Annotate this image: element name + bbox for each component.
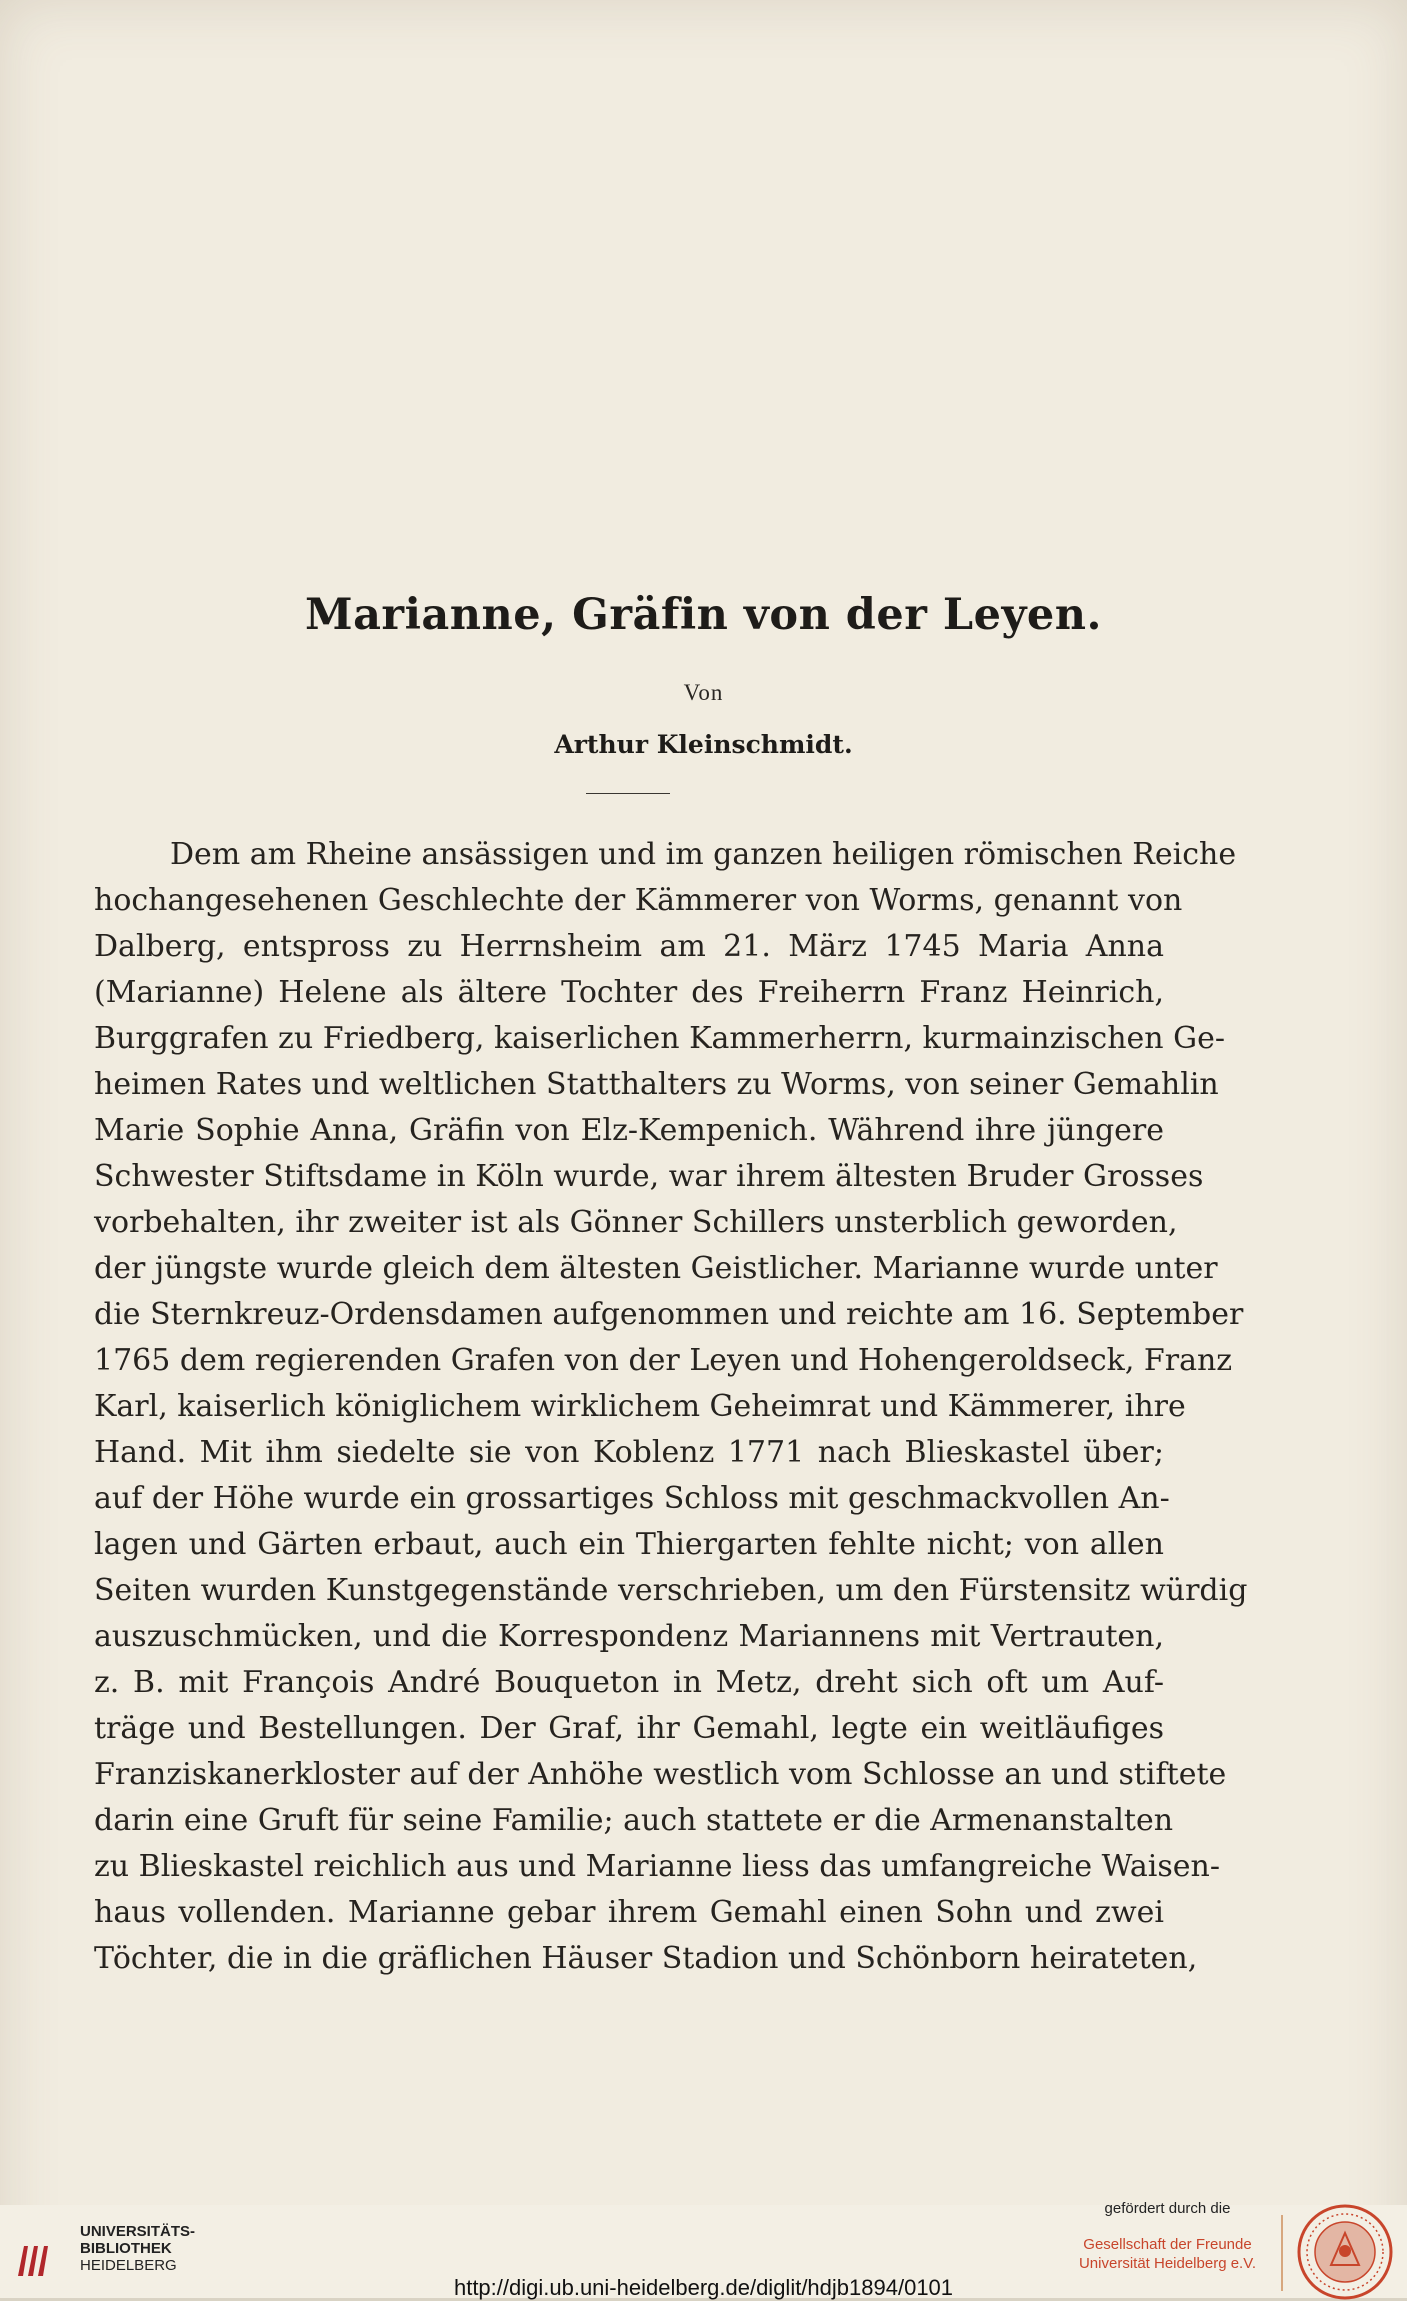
body-line: darin eine Gruft für seine Familie; auch stattete er die Armenanstalten [94, 1803, 1174, 1838]
body-line: Seiten wurden Kunstgegenstände verschrieben, um den Fürstensitz würdig [94, 1573, 1248, 1608]
title-divider [586, 793, 670, 794]
body-text [94, 832, 1248, 1982]
body-line: Burggrafen zu Friedberg, kaiserlichen Kammerherrn, kurmainzischen Ge- [94, 1021, 1225, 1056]
body-line: z. B. mit François André Bouqueton in Metz, dreht sich oft um Auf- [94, 1665, 1164, 1700]
article-author: Arthur Kleinschmidt. [554, 730, 853, 759]
byline-prefix: Von [683, 680, 724, 705]
body-line: heimen Rates und weltlichen Statthalters zu Worms, von seiner Gemahlin [94, 1067, 1219, 1102]
body-line: auszuschmücken, und die Korrespondenz Mariannens mit Vertrauten, [94, 1619, 1164, 1654]
body-line: Töchter, die in die gräflichen Häuser Stadion und Schönborn heirateten, [94, 1941, 1198, 1976]
body-line: hochangesehenen Geschlechte der Kämmerer von Worms, genannt von [94, 883, 1183, 918]
body-line: zu Blieskastel reichlich aus und Marianne liess das umfangreiche Waisen- [94, 1849, 1220, 1884]
body-line: (Marianne) Helene als ältere Tochter des Freiherrn Franz Heinrich, [94, 975, 1164, 1010]
university-library-logo-icon [14, 2240, 60, 2280]
article-title: Marianne, Gräfin von der Leyen. [304, 590, 1103, 640]
sponsor-line: Gesellschaft der Freunde [1083, 2236, 1252, 2253]
body-line: träge und Bestellungen. Der Graf, ihr Gemahl, legte ein weitläufiges [94, 1711, 1164, 1746]
body-line: Franziskanerkloster auf der Anhöhe westlich vom Schlosse an und stiftete [94, 1757, 1227, 1792]
body-line: Dem am Rheine ansässigen und im ganzen heiligen römischen Reiche [170, 837, 1237, 872]
university-seal-icon [1296, 2203, 1394, 2301]
body-line: Dalberg, entspross zu Herrnsheim am 21. März 1745 Maria Anna [94, 929, 1164, 964]
sponsor-line: Universität Heidelberg e.V. [1078, 2255, 1257, 2272]
university-library-name [80, 2223, 195, 2274]
body-line: lagen und Gärten erbaut, auch ein Thiergarten fehlte nicht; von allen [94, 1527, 1164, 1562]
library-line: UNIVERSITÄTS- [80, 2223, 196, 2240]
sponsor-block [1060, 2200, 1275, 2273]
library-line: BIBLIOTHEK [80, 2240, 172, 2257]
permalink-url[interactable]: http://digi.ub.uni-heidelberg.de/diglit/hdjb1894/0101 [453, 2275, 954, 2300]
body-line: auf der Höhe wurde ein grossartiges Schloss mit geschmackvollen An- [94, 1481, 1170, 1516]
library-line: HEIDELBERG [80, 2257, 177, 2274]
body-line: Hand. Mit ihm siedelte sie von Koblenz 1771 nach Blieskastel über; [94, 1435, 1164, 1470]
body-line: die Sternkreuz-Ordensdamen aufgenommen und reichte am 16. September [94, 1297, 1244, 1332]
body-line: haus vollenden. Marianne gebar ihrem Gemahl einen Sohn und zwei [94, 1895, 1164, 1930]
body-line: Marie Sophie Anna, Gräfin von Elz-Kempenich. Während ihre jüngere [94, 1113, 1164, 1148]
footer-divider [1281, 2215, 1283, 2291]
body-line: Karl, kaiserlich königlichem wirklichem Geheimrat und Kämmerer, ihre [94, 1389, 1186, 1424]
body-line: 1765 dem regierenden Grafen von der Leyen und Hohengeroldseck, Franz [94, 1343, 1233, 1378]
body-line: Schwester Stiftsdame in Köln wurde, war ihrem ältesten Bruder Grosses [94, 1159, 1204, 1194]
body-line: der jüngste wurde gleich dem ältesten Geistlicher. Marianne wurde unter [94, 1251, 1218, 1286]
body-line: vorbehalten, ihr zweiter ist als Gönner Schillers unsterblich geworden, [94, 1205, 1178, 1240]
sponsor-label: gefördert durch die [1104, 2200, 1231, 2217]
